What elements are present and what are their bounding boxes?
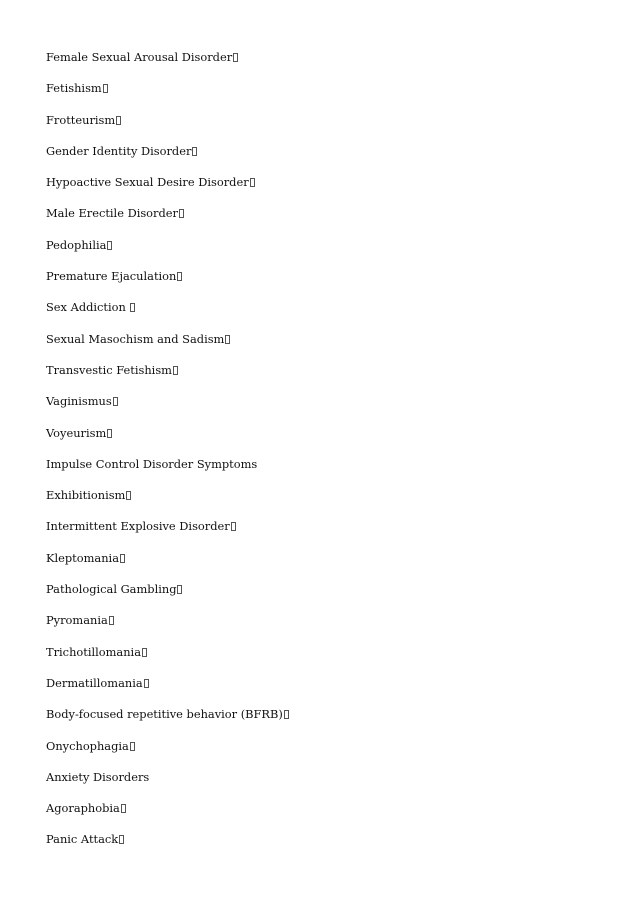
missing-glyph-icon [121,804,126,813]
list-item [46,112,606,143]
missing-glyph-icon [113,397,118,406]
list-item-text: Kleptomania [46,550,119,565]
list-item [46,831,606,862]
list-item [46,331,606,362]
list-item-text: Female Sexual Arousal Disorder [46,50,233,64]
list-item-text: Onychophagia [46,738,129,753]
section-heading [46,456,606,487]
missing-glyph-icon [103,84,108,93]
missing-glyph-icon [107,241,112,250]
list-item-text: Vaginismus [46,394,112,409]
list-item [46,393,606,424]
list-item-text: Exhibitionism [46,488,126,503]
missing-glyph-icon [231,522,236,531]
list-item [46,268,606,299]
list-item-text: Agoraphobia [46,801,120,816]
list-item-text: Hypoactive Sexual Desire Disorder [46,175,249,190]
list-item [46,612,606,643]
missing-glyph-icon [144,679,149,688]
list-item-text: Pathological Gambling [46,582,177,597]
list-item [46,362,606,393]
list-item [46,738,606,769]
list-item [46,80,606,111]
missing-glyph-icon [109,616,114,625]
list-item [46,800,606,831]
list-item-text: Dermatillomania [46,675,143,690]
list-item [46,425,606,456]
list-item [46,143,606,174]
list-item-text: Panic Attack [46,832,119,847]
list-item [46,237,606,268]
missing-glyph-icon [179,209,184,218]
missing-glyph-icon [177,585,182,594]
missing-glyph-icon [250,178,255,187]
list-item [46,644,606,675]
list-item [46,487,606,518]
list-item-text: Body-focused repetitive behavior (BFRB) [46,707,283,722]
missing-glyph-icon [120,554,125,563]
missing-glyph-icon [192,147,197,156]
list-item [46,550,606,581]
list-item-text: Voyeurism [46,425,107,440]
list-item-text: Impulse Control Disorder Symptoms [46,456,258,471]
missing-glyph-icon [107,429,112,438]
list-item [46,518,606,549]
missing-glyph-icon [126,491,131,500]
section-heading [46,769,606,800]
list-item-text: Gender Identity Disorder [46,143,192,158]
missing-glyph-icon [233,53,238,62]
missing-glyph-icon [119,835,124,844]
missing-glyph-icon [130,303,135,312]
list-item-text: Pedophilia [46,237,107,252]
list-item-text: Sexual Masochism and Sadism [46,331,225,346]
list-item-text: Intermittent Explosive Disorder [46,519,230,534]
list-item-text: Frotteurism [46,112,116,127]
list-item [46,205,606,236]
list-item-text: Male Erectile Disorder [46,206,178,221]
missing-glyph-icon [173,366,178,375]
document-line-list [46,49,606,863]
missing-glyph-icon [116,116,121,125]
list-item-text: Sex Addiction [46,300,130,315]
missing-glyph-icon [284,710,289,719]
missing-glyph-icon [130,742,135,751]
missing-glyph-icon [177,272,182,281]
missing-glyph-icon [225,335,230,344]
list-item-text: Premature Ejaculation [46,269,177,284]
list-item [46,299,606,330]
list-item-text: Anxiety Disorders [46,769,150,784]
list-item [46,49,606,80]
list-item-text: Pyromania [46,613,108,628]
list-item-text: Fetishism [46,81,102,96]
list-item [46,174,606,205]
list-item [46,706,606,737]
list-item [46,581,606,612]
missing-glyph-icon [142,648,147,657]
list-item [46,675,606,706]
list-item-text: Transvestic Fetishism [46,362,172,377]
list-item-text: Trichotillomania [46,644,141,659]
